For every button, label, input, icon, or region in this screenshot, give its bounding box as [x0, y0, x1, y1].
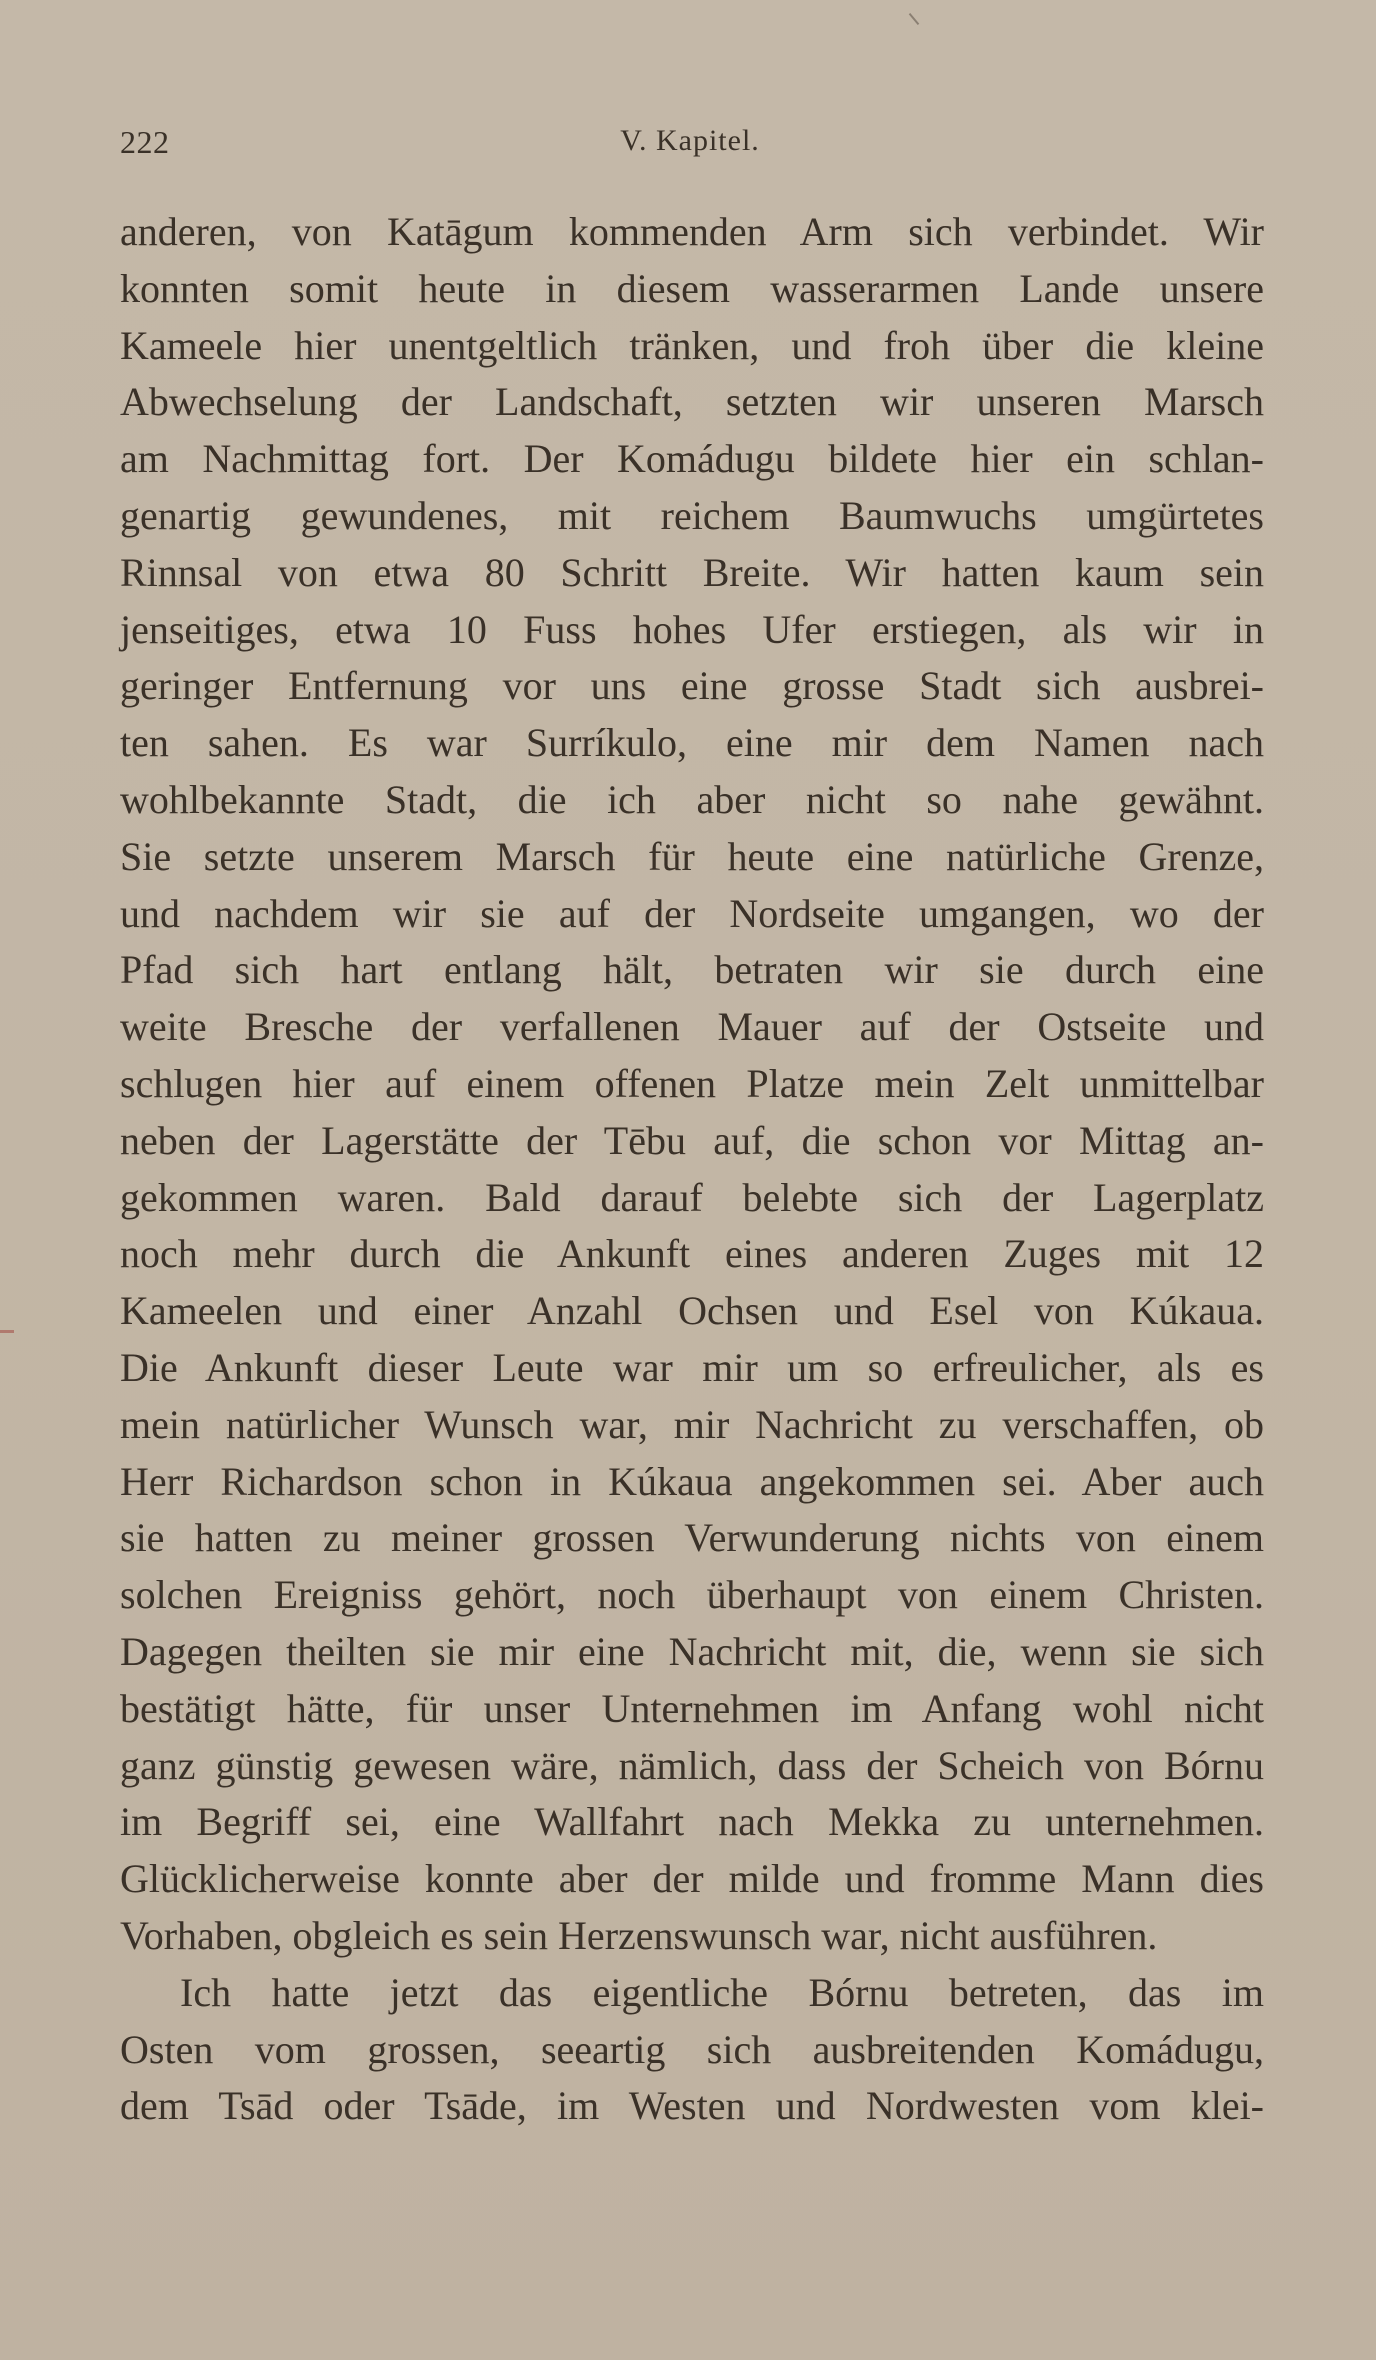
text-line: Die Ankunft dieser Leute war mir um so erfreulicher, als es — [120, 1344, 1264, 1390]
text-line: anderen, von Katāgum kommenden Arm sich verbindet. Wir — [120, 209, 1264, 254]
text-line: dem Tsād oder Tsāde, im Westen und Nordwesten vom klei- — [120, 2083, 1264, 2129]
text-line: Ich hatte jetzt das eigentliche Bórnu betreten, das im — [180, 1969, 1264, 2015]
page-number: 222 — [120, 124, 170, 160]
paper-mark — [909, 13, 920, 25]
text-line: Abwechselung der Landschaft, setzten wir unseren Marsch — [120, 379, 1264, 425]
text-line: Pfad sich hart entlang hält, betraten wir sie durch eine — [120, 947, 1264, 993]
text-line: gekommen waren. Bald darauf belebte sich der Lagerplatz — [120, 1174, 1264, 1220]
text-line: weite Bresche der verfallenen Mauer auf der Ostseite und — [120, 1004, 1264, 1050]
body-text — [120, 204, 1264, 2135]
text-line: mein natürlicher Wunsch war, mir Nachricht zu verschaffen, ob — [120, 1401, 1264, 1447]
text-line: Kameelen und einer Anzahl Ochsen und Esel von Kúkaua. — [120, 1288, 1264, 1334]
text-line: Rinnsal von etwa 80 Schritt Breite. Wir hatten kaum sein — [120, 549, 1264, 595]
text-line: und nachdem wir sie auf der Nordseite umgangen, wo der — [120, 890, 1264, 936]
text-line: ganz günstig gewesen wäre, nämlich, dass der Scheich von Bórnu — [120, 1742, 1264, 1788]
text-line: neben der Lagerstätte der Tēbu auf, die schon vor Mittag an- — [120, 1117, 1264, 1163]
running-title: V. Kapitel. — [620, 124, 760, 157]
text-line: konnten somit heute in diesem wasserarmen Lande unsere — [120, 265, 1264, 311]
text-line: im Begriff sei, eine Wallfahrt nach Mekka zu unternehmen. — [120, 1799, 1264, 1845]
text-line: am Nachmittag fort. Der Komádugu bildete hier ein schlan- — [120, 436, 1264, 482]
text-line: noch mehr durch die Ankunft eines anderen Zuges mit 12 — [120, 1231, 1264, 1277]
text-line: Osten vom grossen, seeartig sich ausbreitenden Komádugu, — [120, 2026, 1264, 2072]
text-line: ten sahen. Es war Surríkulo, eine mir dem Namen nach — [120, 720, 1264, 766]
text-line: Glücklicherweise konnte aber der milde und fromme Mann dies — [120, 1856, 1264, 1902]
text-line: Dagegen theilten sie mir eine Nachricht mit, die, wenn sie sich — [120, 1628, 1264, 1674]
text-line: genartig gewundenes, mit reichem Baumwuchs umgürtetes — [120, 492, 1264, 538]
text-line: bestätigt hätte, für unser Unternehmen im Anfang wohl nicht — [120, 1685, 1264, 1731]
text-line: Vorhaben, obgleich es sein Herzenswunsch war, nicht ausführen. — [120, 1912, 1158, 1958]
text-line: schlugen hier auf einem offenen Platze mein Zelt unmittelbar — [120, 1060, 1264, 1106]
page-header — [120, 124, 1260, 172]
text-line: Herr Richardson schon in Kúkaua angekommen sei. Aber auch — [120, 1458, 1264, 1504]
text-line: geringer Entfernung vor uns eine grosse Stadt sich ausbrei- — [120, 663, 1264, 709]
edge-mark — [0, 1330, 14, 1333]
text-line: solchen Ereigniss gehört, noch überhaupt von einem Christen. — [120, 1572, 1264, 1618]
text-line: jenseitiges, etwa 10 Fuss hohes Ufer erstiegen, als wir in — [120, 606, 1264, 652]
text-line: wohlbekannte Stadt, die ich aber nicht so nahe gewähnt. — [120, 776, 1264, 822]
text-line: Kameele hier unentgeltlich tränken, und froh über die kleine — [120, 322, 1264, 368]
text-line: Sie setzte unserem Marsch für heute eine natürliche Grenze, — [120, 833, 1264, 879]
text-line: sie hatten zu meiner grossen Verwunderung nichts von einem — [120, 1515, 1264, 1561]
